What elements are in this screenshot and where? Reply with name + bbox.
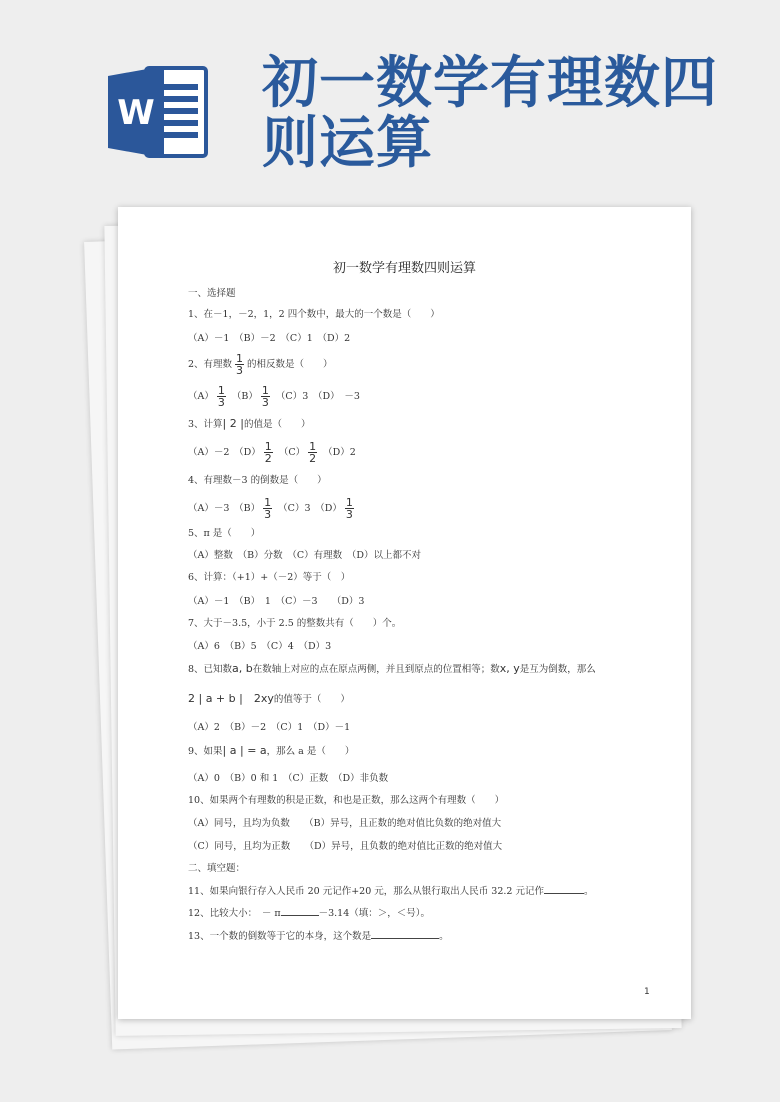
question-9: 9、如果| a | = a，那么 a 是（ ） [188,744,355,757]
question-3: 3、计算| 2 |的值是（ ） [188,417,311,430]
question-3-options: （A）－2 （D） $\frac{1}{2}$ （C） $\frac{1}{2}$ （D）2 [188,440,356,465]
question-4-options: （A）－3 （B） $\frac{1}{3}$ （C）3 （D） $\frac{1}{3}$ [188,496,353,521]
page-number: 1 [644,987,650,997]
question-5-options: （A）整数 （B）分数 （C）有理数 （D）以上都不对 [188,550,421,561]
question-10: 10、如果两个有理数的积是正数，和也是正数，那么这两个有理数（ ） [188,795,505,806]
fraction: $\frac{1}{2}$ [309,440,317,465]
word-icon-letter: W [117,93,155,133]
question-1: 1、在－1，－2，1，2 四个数中，最大的一个数是（ ） [188,309,440,320]
fraction: $\frac{1}{3}$ [236,352,244,377]
question-10-options-cd: （C）同号，且均为正数 （D）异号，且负数的绝对值比正数的绝对值大 [188,841,503,852]
question-2: 2、有理数 $\frac{1}{3}$ 的相反数是（ ） [188,352,333,377]
word-document-icon [108,62,208,162]
header [0,0,780,205]
question-1-options: （A）－1 （B）－2 （C）1 （D）2 [188,333,351,344]
page-title: 初一数学有理数四则运算 [262,51,718,176]
fraction: $\frac{1}{3}$ [345,496,353,521]
question-7-options: （A）6 （B）5 （C）4 （D）3 [188,641,332,652]
question-13: 13、一个数的倒数等于它的本身，这个数是 。 [188,931,449,942]
question-9-options: （A）0 （B）0 和 1 （C）正数 （D）非负数 [188,773,389,784]
question-2-options: （A） $\frac{1}{3}$ （B） $\frac{1}{3}$ （C）3 （D） －3 [188,384,360,409]
question-8-options: （A）2 （B）－2 （C）1 （D）－1 [188,722,351,733]
question-6-options: （A）－1 （B） 1 （C）－3 （D）3 [188,596,365,607]
fraction: $\frac{1}{3}$ [217,384,225,409]
document-page [118,207,691,1019]
document-title: 初一数学有理数四则运算 [332,261,476,276]
fraction: $\frac{1}{3}$ [264,496,272,521]
fraction: $\frac{1}{2}$ [264,440,272,465]
question-6: 6、计算：（+1）+（－2）等于（ ） [188,572,351,583]
question-8-expression: 2 | a + b | 2xy的值等于（ ） [188,692,350,705]
question-8: 8、已知数a, b在数轴上对应的点在原点两侧，并且到原点的位置相等；数x, y是互为倒数，那么 [188,662,596,675]
question-12: 12、比较大小： － π －3.14（填：＞，＜号）。 [188,908,431,919]
question-7: 7、大于－3.5，小于 2.5 的整数共有（ ）个。 [188,618,402,629]
question-10-options-ab: （A）同号，且均为负数 （B）异号，且正数的绝对值比负数的绝对值大 [188,818,502,829]
section-fill-title: 二、填空题： [188,863,246,874]
question-11: 11、如果向银行存入人民币 20 元记作+20 元，那么从银行取出人民币 32.2 元记作 。 [188,886,594,897]
question-5: 5、π 是（ ） [188,528,261,539]
question-4: 4、有理数－3 的倒数是（ ） [188,475,327,486]
fraction: $\frac{1}{3}$ [261,384,269,409]
section-choice-title: 一、选择题 [188,288,236,299]
